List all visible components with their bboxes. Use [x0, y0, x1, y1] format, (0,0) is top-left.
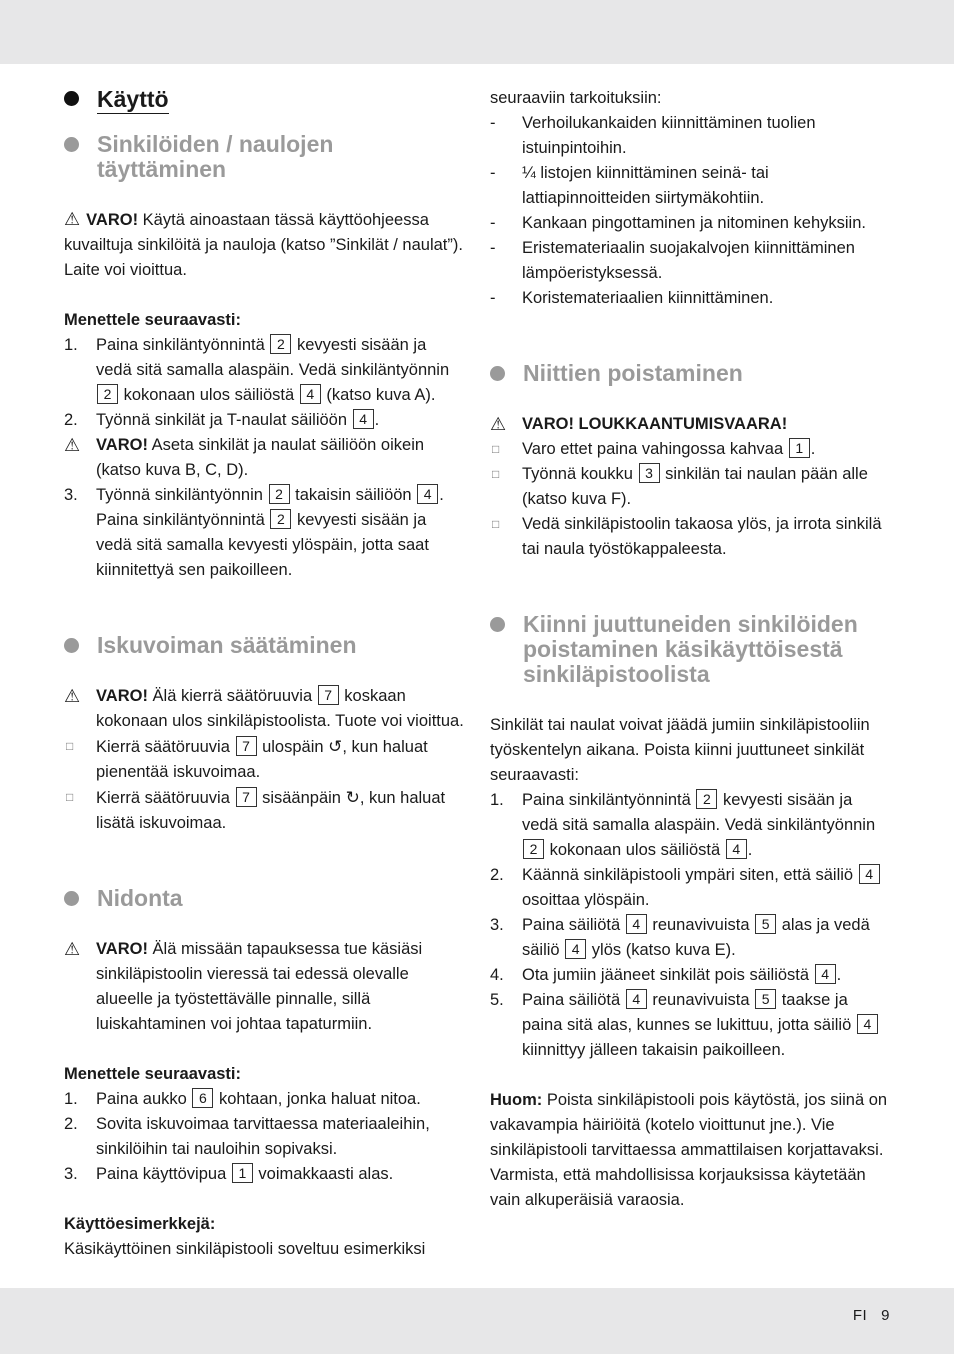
- list-text: Kankaan pingottaminen ja nitominen kehyksiin.: [522, 214, 866, 232]
- step-number: 3.: [490, 916, 504, 934]
- step-text: Paina käyttövipua: [96, 1165, 231, 1183]
- step-text: Paina sinkiläntyönnintä: [522, 791, 696, 809]
- section-heading-remove: [490, 361, 890, 386]
- warning-item: [64, 937, 464, 1037]
- bullet-dot-icon: [490, 617, 505, 632]
- step-item: [64, 1162, 464, 1187]
- step-text: reunavivuista: [647, 991, 755, 1009]
- warning-text: Älä missään tapauksessa tue käsiäsi sinkiläpistoolin vieressä tai edessä olevalle alueelle ja työstettävälle pinnalle, sillä luiskahtaminen voi johtaa tapaturmiin.: [96, 940, 423, 1033]
- part-number-box: 1: [232, 1163, 253, 1183]
- dash-list-item: [490, 286, 890, 311]
- square-bullet-icon: □: [66, 790, 74, 804]
- bullet-item: [490, 512, 890, 562]
- bullet-text: ulospäin: [257, 738, 329, 756]
- note-paragraph: [490, 1088, 890, 1213]
- part-number-box: 2: [523, 839, 544, 859]
- section-heading-kaytto: [64, 86, 464, 112]
- section-heading-jam: [490, 612, 890, 687]
- step-text: takaisin säiliöön: [290, 486, 417, 504]
- step-number: 1.: [64, 336, 78, 354]
- bullet-text: Työnnä koukku: [522, 465, 638, 483]
- part-number-box: 4: [565, 939, 586, 959]
- list-text: Koristemateriaalien kiinnittäminen.: [522, 289, 774, 307]
- square-bullet-icon: □: [492, 467, 500, 481]
- heading-text: Käyttö: [97, 86, 169, 112]
- bullet-text: , kun haluat pienentää iskuvoimaa.: [96, 738, 428, 781]
- step-text: kevyesti sisään ja vedä sitä samalla alaspäin. Vedä sinkiläntyönnin: [522, 791, 876, 834]
- warning-item: [490, 412, 890, 437]
- part-number-box: 2: [270, 334, 291, 354]
- warning-triangle-icon: ⚠: [64, 686, 81, 706]
- square-bullet-icon: □: [66, 739, 74, 753]
- examples-text: Käsikäyttöinen sinkiläpistooli soveltuu esimerkiksi: [64, 1240, 426, 1258]
- bullet-item: [64, 734, 464, 785]
- step-text: ylös (katso kuva E).: [587, 941, 736, 959]
- language-code: FI: [852, 1307, 868, 1324]
- note-label: Huom:: [490, 1091, 543, 1109]
- section-heading-fill: [64, 132, 464, 182]
- procedure-label: Menettele seuraavasti:: [64, 1065, 241, 1083]
- bullet-dot-icon: [64, 137, 79, 152]
- step-text: voimakkaasti alas.: [253, 1165, 394, 1183]
- part-number-box: 1: [789, 438, 810, 458]
- part-number-box: 2: [270, 509, 291, 529]
- step-number: 5.: [490, 991, 504, 1009]
- bullet-text: sisäänpäin: [257, 789, 346, 807]
- rotate-counterclockwise-icon: ↺: [328, 737, 343, 756]
- dash-bullet: -: [490, 289, 496, 307]
- page-footer: [853, 1303, 890, 1328]
- step-item: [490, 913, 890, 963]
- step-item: [490, 988, 890, 1063]
- step-item: [490, 963, 890, 988]
- step-text: Käännä sinkiläpistooli ympäri siten, että säiliö: [522, 866, 858, 884]
- examples-label: Käyttöesimerkkejä:: [64, 1215, 216, 1233]
- list-text: ¼ listojen kiinnittäminen seinä- tai lattiapinnoitteiden siirtymäkohtiin.: [522, 164, 769, 207]
- warning-text: koskaan kokonaan ulos sinkiläpistoolista. Tuote voi vioittua.: [96, 687, 464, 730]
- warning-triangle-icon: ⚠: [490, 414, 507, 434]
- step-number: 1.: [64, 1090, 78, 1108]
- warning-text: Aseta sinkilät ja naulat säiliöön oikein (katso kuva B, C, D).: [96, 436, 425, 479]
- step-number: 3.: [64, 486, 78, 504]
- continuation-text: seuraaviin tarkoituksiin:: [490, 89, 662, 107]
- heading-text: Nidonta: [97, 885, 183, 911]
- part-number-box: 7: [236, 787, 257, 807]
- part-number-box: 7: [236, 736, 257, 756]
- step-text: taakse ja paina sitä alas, kunnes se lukittuu, jotta säiliö: [522, 991, 856, 1034]
- bullet-text: sinkilän tai naulan pään alle (katso kuva F).: [522, 465, 868, 508]
- bullet-text: .: [810, 440, 816, 458]
- step-text: reunavivuista: [647, 916, 755, 934]
- dash-bullet: -: [490, 239, 496, 257]
- heading-text: Sinkilöiden / naulojen täyttäminen: [97, 131, 334, 182]
- warning-triangle-icon: ⚠: [64, 939, 81, 959]
- step-text: Paina sinkiläntyönnintä: [96, 336, 270, 354]
- warning-paragraph: [64, 208, 464, 283]
- heading-text: Niittien poistaminen: [523, 360, 743, 386]
- step-number: 3.: [64, 1165, 78, 1183]
- step-item: [490, 788, 890, 863]
- dash-list-item: [490, 111, 890, 161]
- dash-bullet: -: [490, 114, 496, 132]
- part-number-box: 2: [97, 384, 118, 404]
- square-bullet-icon: □: [492, 442, 500, 456]
- step-text: Paina säiliötä: [522, 991, 625, 1009]
- step-text: .: [747, 841, 753, 859]
- step-text: Ota jumiin jääneet sinkilät pois säiliöstä: [522, 966, 814, 984]
- step-text: Työnnä sinkiläntyönnin: [96, 486, 268, 504]
- warning-text: Käytä ainoastaan tässä käyttöohjeessa kuvailtuja sinkilöitä ja nauloja (katso ”Sinkilät / naulat”). Laite voi vioittua.: [64, 211, 463, 279]
- square-bullet-icon: □: [492, 517, 500, 531]
- part-number-box: 5: [755, 989, 776, 1009]
- part-number-box: 4: [353, 409, 374, 429]
- warning-label: VARO!: [86, 211, 139, 229]
- heading-text: Kiinni juuttuneiden sinkilöiden poistaminen käsikäyttöisestä sinkiläpistoolista: [523, 611, 858, 687]
- step-item: [64, 483, 464, 583]
- step-text: kevyesti sisään ja vedä sitä samalla kevyesti ylöspäin, jotta saat kiinnitettyä sen paikoilleen.: [96, 511, 429, 579]
- bullet-text: Vedä sinkiläpistoolin takaosa ylös, ja irrota sinkilä tai naula työstökappaleesta.: [522, 515, 882, 558]
- part-number-box: 3: [639, 463, 660, 483]
- step-item: [64, 1112, 464, 1162]
- step-text: kokonaan ulos säiliöstä: [119, 386, 299, 404]
- step-number: 1.: [490, 791, 504, 809]
- step-text: kiinnittyy jälleen takaisin paikoilleen.: [522, 1041, 786, 1059]
- part-number-box: 4: [859, 864, 880, 884]
- part-number-box: 4: [626, 914, 647, 934]
- step-text: . Paina sinkiläntyönnintä: [96, 486, 444, 529]
- step-text: Sovita iskuvoimaa tarvittaessa materiaaleihin, sinkilöihin tai nauloihin sopivaksi.: [96, 1115, 430, 1158]
- procedure-label: Menettele seuraavasti:: [64, 311, 241, 329]
- note-text: Poista sinkiläpistooli pois käytöstä, jos siinä on vakavampia häiriöitä (kotelo vioittunut jne.). Vie sinkiläpistooli tarvittaessa ammattilaisen korjattavaksi. Varmista, että mahdollisissa korjauksissa käytetään vain alkuperäisiä varaosia.: [490, 1091, 888, 1209]
- part-number-box: 4: [626, 989, 647, 1009]
- section-heading-force: [64, 633, 464, 658]
- step-text: .: [836, 966, 842, 984]
- part-number-box: 4: [300, 384, 321, 404]
- section-heading-staple: [64, 886, 464, 911]
- part-number-box: 4: [815, 964, 836, 984]
- warning-item: [64, 684, 464, 734]
- step-item: [64, 408, 464, 433]
- dash-list-item: [490, 161, 890, 211]
- warning-triangle-icon: ⚠: [64, 209, 81, 229]
- warning-label: VARO!: [96, 687, 148, 705]
- bullet-dot-icon: [64, 638, 79, 653]
- step-text: kohtaan, jonka haluat nitoa.: [214, 1090, 421, 1108]
- step-warning: [64, 433, 464, 483]
- warning-text: Älä kierrä säätöruuvia: [147, 687, 317, 705]
- footer-band: [0, 1288, 954, 1354]
- step-text: (katso kuva A).: [321, 386, 436, 404]
- part-number-box: 2: [269, 484, 290, 504]
- step-item: [490, 863, 890, 913]
- list-text: Verhoilukankaiden kiinnittäminen tuolien istuinpintoihin.: [522, 114, 816, 157]
- step-number: 2.: [64, 411, 78, 429]
- bullet-text: Kierrä säätöruuvia: [96, 738, 235, 756]
- step-text: osoittaa ylöspäin.: [522, 891, 650, 909]
- left-column: [64, 86, 464, 1262]
- header-band: [0, 0, 954, 64]
- bullet-item: [490, 462, 890, 512]
- step-text: kokonaan ulos säiliöstä: [545, 841, 725, 859]
- intro-text: Sinkilät tai naulat voivat jäädä jumiin sinkiläpistooliin työskentelyn aikana. Poista kiinni juuttuneet sinkilät seuraavasti:: [490, 716, 870, 784]
- bullet-dot-icon: [64, 891, 79, 906]
- right-column: [490, 86, 890, 1213]
- bullet-dot-icon: [490, 366, 505, 381]
- part-number-box: 6: [192, 1088, 213, 1108]
- warning-triangle-icon: ⚠: [64, 435, 81, 455]
- page-number: 9: [881, 1307, 890, 1324]
- rotate-clockwise-icon: ↻: [345, 788, 360, 807]
- bullet-text: Varo ettet paina vahingossa kahvaa: [522, 440, 788, 458]
- part-number-box: 7: [318, 685, 339, 705]
- dash-bullet: -: [490, 214, 496, 232]
- part-number-box: 4: [726, 839, 747, 859]
- dash-list-item: [490, 236, 890, 286]
- part-number-box: 2: [696, 789, 717, 809]
- step-text: Paina säiliötä: [522, 916, 625, 934]
- bullet-item: [490, 437, 890, 462]
- step-number: 2.: [64, 1115, 78, 1133]
- part-number-box: 5: [755, 914, 776, 934]
- dash-list-item: [490, 211, 890, 236]
- bullet-dot-icon: [64, 91, 79, 106]
- step-number: 2.: [490, 866, 504, 884]
- step-text: kevyesti sisään ja vedä sitä samalla alaspäin. Vedä sinkiläntyönnin: [96, 336, 450, 379]
- step-text: Työnnä sinkilät ja T-naulat säiliöön: [96, 411, 352, 429]
- bullet-text: Kierrä säätöruuvia: [96, 789, 235, 807]
- step-text: .: [374, 411, 380, 429]
- part-number-box: 4: [857, 1014, 878, 1034]
- bullet-item: [64, 785, 464, 836]
- warning-label: VARO!: [96, 436, 148, 454]
- part-number-box: 4: [417, 484, 438, 504]
- list-text: Eristemateriaalin suojakalvojen kiinnittäminen lämpöeristyksessä.: [522, 239, 855, 282]
- step-text: Paina aukko: [96, 1090, 192, 1108]
- bullet-text: , kun haluat lisätä iskuvoimaa.: [96, 789, 446, 832]
- dash-bullet: -: [490, 164, 496, 182]
- step-number: 4.: [490, 966, 504, 984]
- step-text: alas ja vedä säiliö: [522, 916, 870, 959]
- step-item: [64, 333, 464, 408]
- step-item: [64, 1087, 464, 1112]
- heading-text: Iskuvoiman säätäminen: [97, 632, 357, 658]
- warning-label: VARO! LOUKKAANTUMISVAARA!: [522, 415, 788, 433]
- warning-label: VARO!: [96, 940, 148, 958]
